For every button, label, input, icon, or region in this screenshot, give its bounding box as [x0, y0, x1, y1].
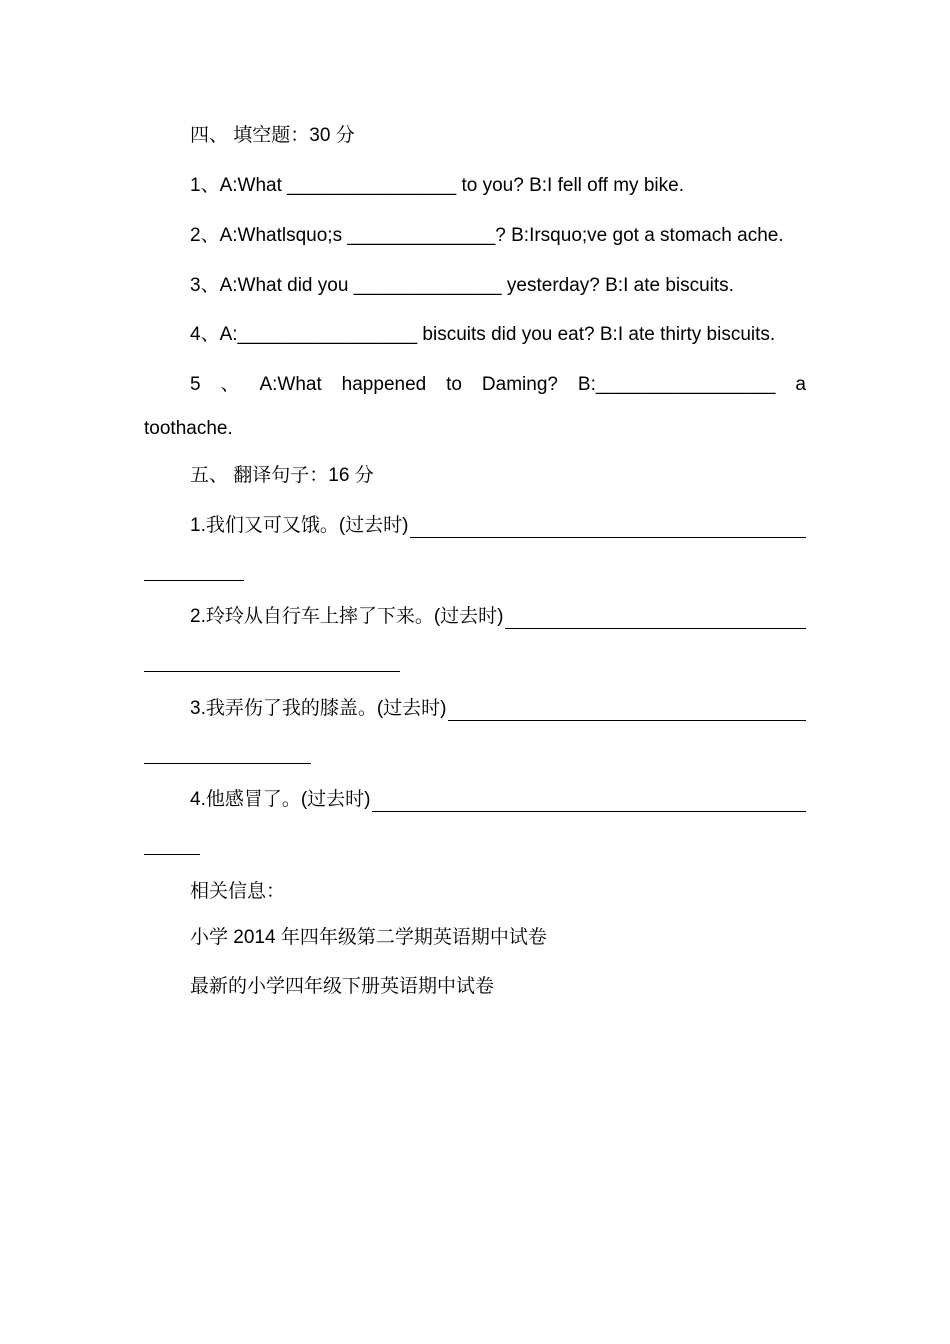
answer-blank-line [144, 558, 244, 581]
translation-2-blank-cont [144, 649, 400, 672]
q5-word: a [795, 374, 806, 395]
q5-word: 、 [220, 374, 240, 395]
answer-blank-line [144, 741, 311, 764]
question-3: 3、A:What did you ______________ yesterday? B:I ate biscuits. [190, 275, 734, 296]
question-2: 2、A:Whatlsquo;s ______________? B:Irsquo;ve got a stomach ache. [190, 225, 784, 246]
q5-word: happened [341, 374, 427, 395]
answer-blank-line [372, 793, 806, 812]
translation-4 [144, 788, 806, 812]
q5-word: 5 [190, 374, 201, 395]
translation-1-prompt: 1.我们又可又饿。(过去时) [190, 515, 409, 536]
translation-4-prompt: 4.他感冒了。(过去时) [190, 789, 371, 810]
question-4: 4、A:_________________ biscuits did you eat? B:I ate thirty biscuits. [190, 324, 776, 345]
related-heading: 相关信息： [190, 881, 286, 902]
translation-1 [144, 514, 806, 538]
translation-3 [144, 697, 806, 721]
translation-1-blank-cont [144, 558, 244, 581]
answer-blank-line [505, 610, 806, 629]
translation-2-prompt: 2.玲玲从自行车上摔了下来。(过去时) [190, 606, 504, 627]
related-link-1[interactable]: 小学 2014 年四年级第二学期英语期中试卷 [190, 927, 547, 948]
question-5 [144, 373, 806, 397]
question-1: 1、A:What ________________ to you? B:I fell off my bike. [190, 175, 684, 196]
answer-blank-line [410, 519, 806, 538]
answer-blank-line [144, 649, 400, 672]
answer-blank-line [448, 702, 806, 721]
q5-word: Daming? [481, 374, 558, 395]
translation-3-blank-cont [144, 741, 311, 764]
answer-blank-line [144, 832, 200, 855]
section5-heading: 五、 翻译句子：16 分 [190, 465, 374, 486]
section4-heading: 四、 填空题：30 分 [190, 125, 355, 146]
translation-2 [144, 605, 806, 629]
related-link-2[interactable]: 最新的小学四年级下册英语期中试卷 [190, 976, 495, 997]
q5-word: A:What [259, 374, 322, 395]
translation-4-blank-cont [144, 832, 200, 855]
translation-3-prompt: 3.我弄伤了我的膝盖。(过去时) [190, 698, 447, 719]
question-5-continuation: toothache. [144, 418, 233, 439]
q5-word: B:_________________ [577, 374, 776, 395]
q5-word: to [446, 374, 462, 395]
